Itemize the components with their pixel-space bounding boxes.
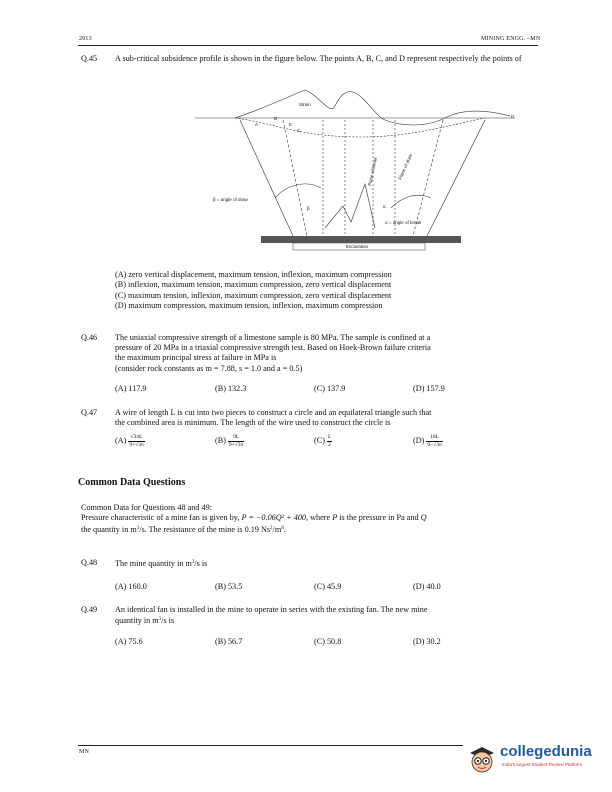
question-line: A wire of length L is cut into two pieces to construct a circle and an equilateral triangle such that: [115, 408, 432, 417]
question-line: quantity in $m^3/s$ is: [115, 616, 175, 626]
q49-option-c[interactable]: (C) 50.8: [314, 637, 342, 646]
option-fraction: $\frac{√3\pi L}{9+√3\pi}$: [129, 434, 144, 448]
question-46: [81, 333, 541, 374]
q48-option-c[interactable]: (C) 45.9: [314, 582, 342, 591]
question-45: [81, 54, 541, 64]
common-line-2: the quantity in $m^3/s$. The resistance of the mine is 0.19 $Ns^2/m^8$.: [81, 524, 286, 534]
q45-option-d[interactable]: (D) maximum compression, maximum tension, inflexion, maximum compression: [115, 301, 383, 311]
question-number: Q.47: [81, 408, 98, 417]
q45-option-c[interactable]: (C) maximum tension, inflexion, maximum compression, zero vertical displacement: [115, 290, 392, 300]
common-intro: Common Data for Questions 48 and 49:: [81, 503, 212, 512]
question-49: [81, 605, 541, 626]
q48-option-d[interactable]: (D) 40.0: [413, 582, 441, 591]
question-number: Q.48: [81, 558, 98, 567]
brand-logo[interactable]: [466, 741, 608, 777]
q47-option-c[interactable]: [314, 434, 332, 448]
label-b: B: [274, 116, 278, 121]
question-47: [81, 408, 541, 428]
question-line: the maximum principal stress at failure in MPa is: [115, 353, 277, 363]
question-48: [81, 558, 541, 569]
q45-options: [115, 270, 392, 312]
label-a: A: [255, 122, 259, 127]
question-line: The uniaxial compressive strength of a limestone sample is 80 MPa. The sample is confined at a: [115, 333, 431, 342]
common-data-block: [81, 503, 541, 535]
q49-option-d[interactable]: (D) 30.2: [413, 637, 441, 646]
label-strain: Strain: [299, 102, 311, 107]
option-label: (A): [115, 435, 127, 445]
footer-code: MN: [79, 749, 90, 755]
header-year: 2013: [79, 36, 92, 42]
option-label: (C): [314, 435, 325, 445]
q46-option-b[interactable]: (B) 132.3: [215, 384, 247, 393]
label-beta-small: β: [307, 206, 310, 211]
q48-option-b[interactable]: (B) 53.5: [215, 582, 243, 591]
q49-option-b[interactable]: (B) 56.7: [215, 637, 243, 646]
q47-option-d[interactable]: [413, 434, 443, 448]
fan-equation: P = −0.06Q² + 400,: [241, 513, 309, 523]
question-text: A sub-critical subsidence profile is shown in the figure below. The points A, B, C, and D represent respectively the points of: [115, 54, 522, 63]
header-rule: [78, 45, 538, 46]
question-number: Q.46: [81, 333, 98, 342]
excavation-block: [261, 236, 461, 243]
label-e: E: [289, 122, 293, 127]
q47-option-a[interactable]: [115, 434, 145, 448]
q46-option-a[interactable]: (A) 117.9: [115, 384, 147, 393]
label-c: C: [297, 128, 301, 133]
question-line: (consider rock constants as m = 7.88, s = 1.0 and a = 0.5): [115, 363, 303, 373]
label-alpha: α = angle of break: [385, 220, 422, 225]
label-plane-draw: Plane of draw: [397, 153, 414, 181]
question-number: Q.49: [81, 605, 98, 614]
q48-option-a[interactable]: (A) 160.0: [115, 582, 147, 591]
q45-option-a[interactable]: (A) zero vertical displacement, maximum tension, inflexion, maximum compression: [115, 270, 392, 279]
option-fraction: $\frac{L}{2}$: [327, 434, 331, 448]
question-line: pressure of 20 MPa in a triaxial compressive strength test. Based on Hoek-Brown failure criteria: [115, 343, 431, 353]
q46-option-d[interactable]: (D) 157.9: [413, 384, 445, 393]
question-line: An identical fan is installed in the mine to operate in series with the existing fan. The new mine: [115, 605, 428, 614]
subsidence-curve: [235, 118, 485, 137]
option-fraction: $\frac{18L}{9-√3\pi}$: [427, 434, 442, 448]
brand-name: collegedunia: [500, 743, 592, 760]
q47-option-b[interactable]: [215, 434, 244, 448]
q49-option-a[interactable]: (A) 75.6: [115, 637, 143, 646]
option-fraction: $\frac{9L}{9+√3\pi}$: [228, 434, 244, 448]
footer-rule: [78, 745, 463, 746]
question-text: The mine quantity in $m^3/s$ is: [115, 559, 208, 568]
question-line: the combined area is minimum. The length of the wire used to construct the circle is: [115, 418, 391, 428]
option-label: (B): [215, 435, 226, 445]
header-paper: MINING ENGG. –MN: [481, 36, 541, 42]
section-heading: Common Data Questions: [78, 477, 186, 488]
label-d: D: [511, 114, 515, 119]
subsidence-figure: [195, 88, 525, 256]
label-beta: β = angle of draw: [213, 197, 248, 202]
q45-option-b[interactable]: (B) inflexion, maximum tension, maximum compression, zero vertical displacement: [115, 280, 392, 290]
option-label: (D): [413, 435, 425, 445]
question-number: Q.45: [81, 54, 98, 63]
label-excavation: Excavation: [346, 244, 369, 249]
label-plane-break: Plane of break: [367, 156, 379, 187]
q46-option-c[interactable]: (C) 137.9: [314, 384, 346, 393]
mascot-icon: [466, 741, 498, 775]
brand-tagline: India's largest Student Review Platform: [502, 762, 583, 767]
label-alpha-small: α: [383, 204, 386, 209]
common-line-1: Pressure characteristic of a mine fan is given by, P = −0.06Q² + 400, where P is the pressure in Pa and Q: [81, 513, 427, 523]
